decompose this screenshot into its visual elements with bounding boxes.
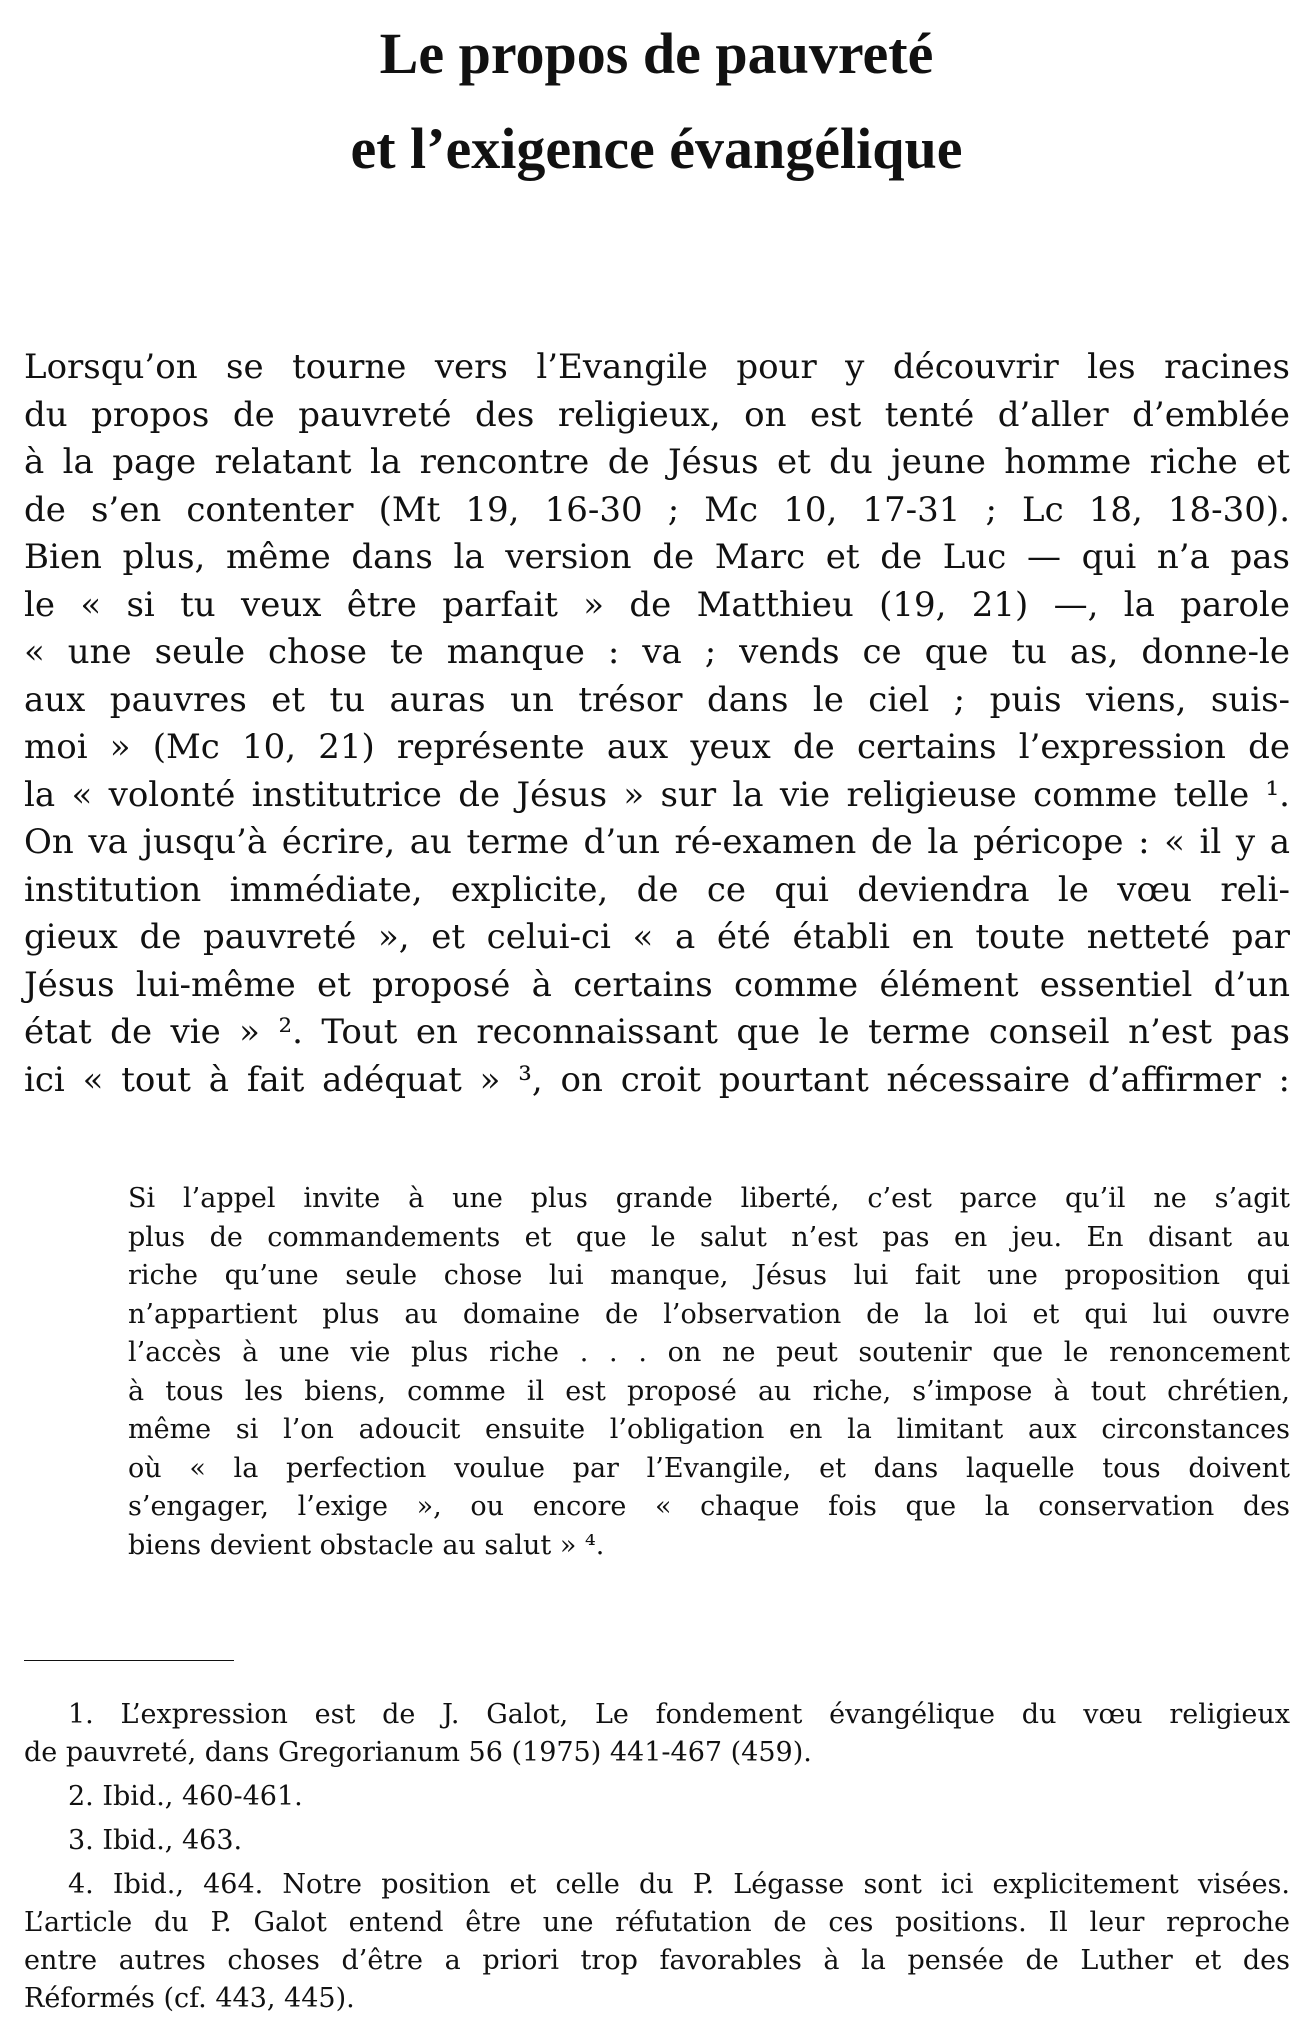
footnote-4-continued: Réformés (cf. 443, 445). (24, 1983, 355, 2014)
footnote-3: 3. Ibid., 463. (68, 1825, 243, 1856)
footnote-1: 1. L’expression est de J. Galot, Le fondement évangélique du vœu religieux (68, 1699, 1290, 1730)
footnote-4: 4. Ibid., 464. Notre position et celle du P. Légasse sont ici explicitement visées. (68, 1869, 1290, 1900)
paragraph-line: à la page relatant la rencontre de Jésus et du jeune homme riche et (24, 442, 1290, 482)
paragraph-line: institution immédiate, explicite, de ce qui deviendra le vœu reli- (24, 869, 1290, 910)
paragraph-line: moi » (Mc 10, 21) représente aux yeux de certains l’expression de (24, 727, 1290, 767)
footnote-2: 2. Ibid., 460-461. (68, 1781, 303, 1812)
paragraph-line: du propos de pauvreté des religieux, on est tenté d’aller d’emblée (24, 394, 1290, 435)
page-title-line-2: et l’exigence évangélique (350, 116, 963, 181)
main-paragraph (24, 344, 1290, 1104)
footnote-separator (24, 1660, 234, 1661)
block-quote (128, 1180, 1290, 1565)
quote-line: Si l’appel invite à une plus grande liberté, c’est parce qu’il ne s’agit (128, 1183, 1290, 1214)
quote-line: n’appartient plus au domaine de l’observation de la loi et qui lui ouvre (128, 1298, 1290, 1330)
footnote-1-continued: de pauvreté, dans Gregorianum 56 (1975) 441-467 (459). (24, 1737, 812, 1768)
footnotes (24, 1696, 1290, 2018)
quote-line: où « la perfection voulue par l’Evangile, et dans laquelle tous doivent (128, 1452, 1290, 1484)
paragraph-line: Lorsqu’on se tourne vers l’Evangile pour y découvrir les racines (24, 347, 1290, 387)
quote-line: l’accès à une vie plus riche . . . on ne peut soutenir que le renoncement (128, 1337, 1290, 1368)
quote-line: riche qu’une seule chose lui manque, Jésus lui fait une proposition qui (128, 1260, 1290, 1291)
quote-line: même si l’on adoucit ensuite l’obligation en la limitant aux circonstances (128, 1414, 1290, 1445)
paragraph-line: ici « tout à fait adéquat » ³, on croit pourtant nécessaire d’affirmer : (24, 1059, 1290, 1100)
paragraph-line: « une seule chose te manque : va ; vends ce que tu as, donne-le (24, 632, 1290, 672)
paragraph-line: état de vie » ². Tout en reconnaissant que le terme conseil n’est pas (24, 1012, 1290, 1052)
page-title-line-1: Le propos de pauvreté (379, 21, 934, 86)
footnote-4-continued: L’article du P. Galot entend être une réfutation de ces positions. Il leur reproche (24, 1907, 1290, 1938)
paragraph-line: gieux de pauvreté », et celui-ci « a été établi en toute netteté par (24, 917, 1290, 957)
paragraph-line: le « si tu veux être parfait » de Matthieu (19, 21) —, la parole (24, 584, 1290, 625)
paragraph-line: Jésus lui-même et proposé à certains comme élément essentiel d’un (24, 964, 1290, 1005)
paragraph-line: de s’en contenter (Mt 19, 16-30 ; Mc 10, 17-31 ; Lc 18, 18-30). (24, 489, 1290, 530)
quote-line: à tous les biens, comme il est proposé au riche, s’impose à tout chrétien, (128, 1375, 1290, 1407)
paragraph-line: la « volonté institutrice de Jésus » sur la vie religieuse comme telle ¹. (24, 774, 1290, 815)
quote-line: s’engager, l’exige », ou encore « chaque fois que la conservation des (128, 1491, 1290, 1522)
paragraph-line: On va jusqu’à écrire, au terme d’un ré-examen de la péricope : « il y a (24, 822, 1290, 862)
paragraph-line: aux pauvres et tu auras un trésor dans le ciel ; puis viens, suis- (24, 679, 1290, 720)
footnote-4-continued: entre autres choses d’être a priori trop favorables à la pensée de Luther et des (24, 1945, 1290, 1976)
quote-line: plus de commandements et que le salut n’est pas en jeu. En disant au (128, 1221, 1290, 1253)
paragraph-line: Bien plus, même dans la version de Marc et de Luc — qui n’a pas (24, 537, 1290, 577)
quote-line: biens devient obstacle au salut » ⁴. (128, 1529, 605, 1561)
